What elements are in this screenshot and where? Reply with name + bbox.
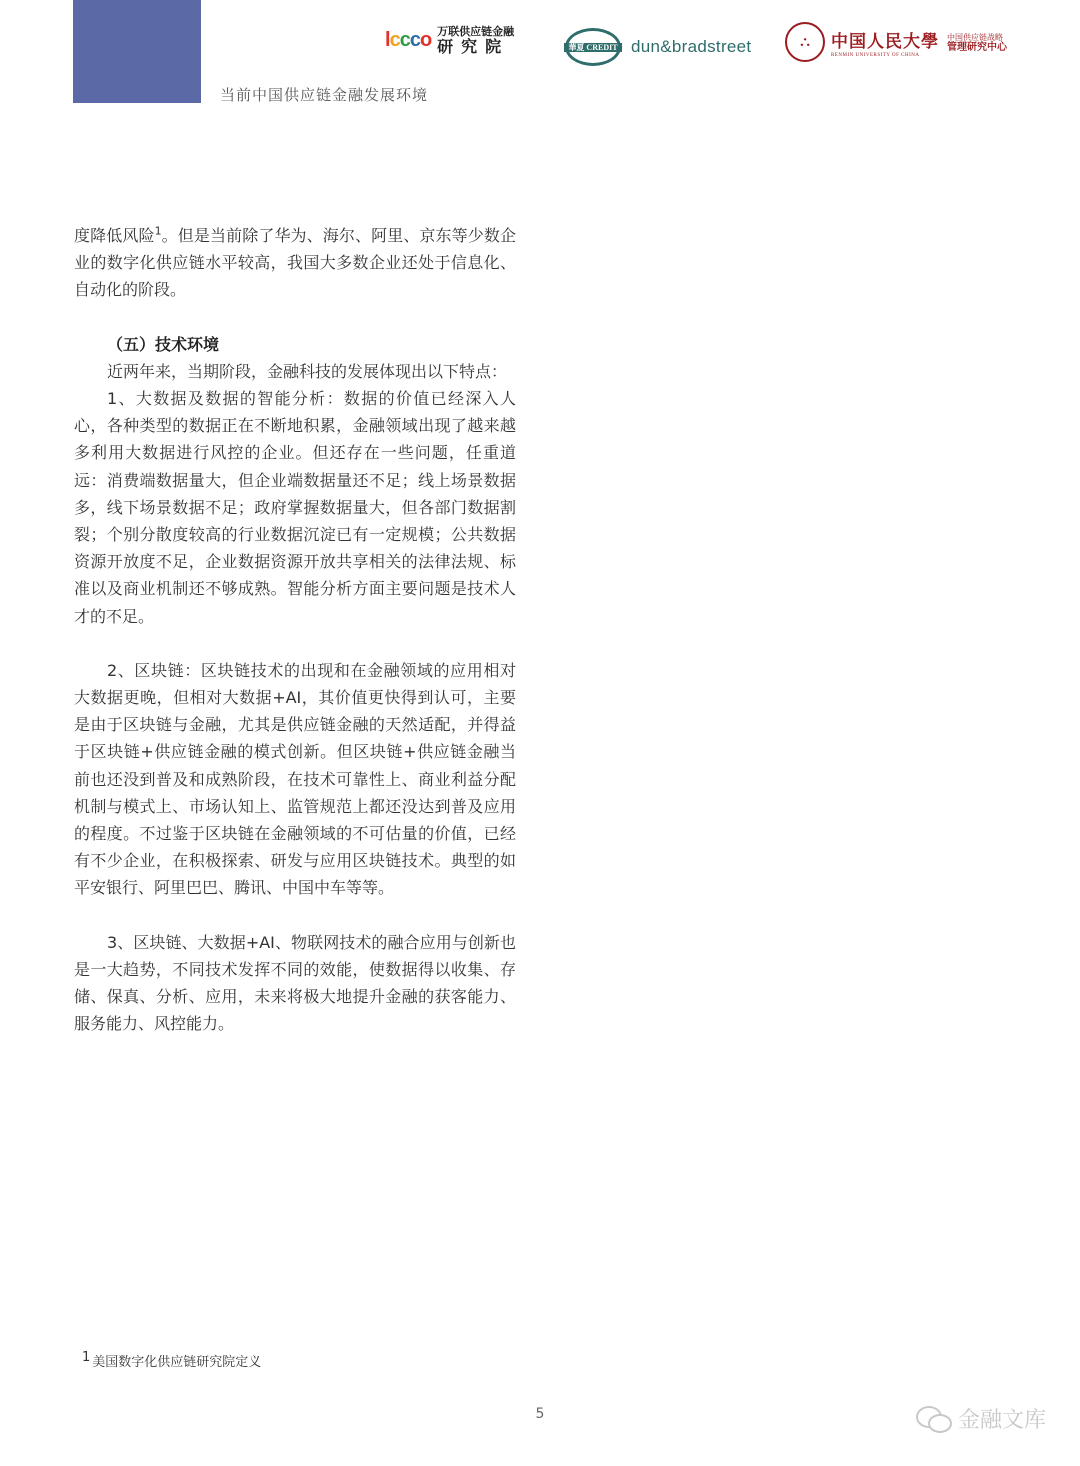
corner-color-block <box>73 0 201 103</box>
wanlian-name: 万联供应链金融 <box>437 25 515 38</box>
research-center-logo <box>947 33 1007 54</box>
globe-icon: 華夏 CREDIT <box>565 28 621 66</box>
wechat-icon <box>916 1406 952 1432</box>
section-heading: （五）技术环境 <box>107 334 220 354</box>
logo-bar <box>385 22 1025 72</box>
huaxia-dnb-logo <box>565 28 751 66</box>
renmin-english-name: RENMIN UNIVERSITY OF CHINA <box>831 52 920 58</box>
paragraph: 度降低风险$^1$。但是当前除了华为、海尔、阿里、京东等少数企业的数字化供应链水平较高，我国大多数企业还处于信息化、自动化的阶段。 <box>74 224 516 300</box>
renmin-name: 中国人民大學 <box>831 31 939 52</box>
footnote-mark: 1 <box>82 1349 91 1365</box>
body-text <box>74 222 516 1037</box>
wanlian-mark: l c c c o <box>385 29 432 51</box>
page-number: 5 <box>535 1406 545 1422</box>
footnote-text: 美国数字化供应链研究院定义 <box>92 1355 262 1370</box>
center-name-line1: 中国供应链战略 <box>947 33 1003 42</box>
paragraph: 近两年来，当期阶段，金融科技的发展体现出以下特点： <box>107 361 508 381</box>
paragraph: 1、大数据及数据的智能分析：数据的价值已经深入人心，各种类型的数据正在不断地积累，金融领域出现了越来越多利用大数据进行风控的企业。但还存在一些问题，任重道远：消费端数据量大，但企业端数据量还不足；线上场景数据多，线下场景数据不足；政府掌握数据量大，但各部门数据割裂；个别分散度较高的行业数据沉淀已有一定规模；公共数据资源开放度不足，企业数据资源开放共享相关的法律法规、标准以及商业机制还不够成熟。智能分析方面主要问题是技术人才的不足。 <box>74 389 516 626</box>
paragraph: 3、区块链、大数据+AI、物联网技术的融合应用与创新也是一大趋势，不同技术发挥不同的效能，使数据得以收集、存储、保真、分析、应用，未来将极大地提升金融的获客能力、服务能力、风控能力。 <box>74 932 516 1034</box>
center-name-line2: 管理研究中心 <box>947 42 1007 54</box>
dnb-wordmark: dun&bradstreet <box>631 37 752 56</box>
watermark <box>916 1403 1046 1434</box>
wanlian-subname: 研究院 <box>437 37 510 56</box>
footnote <box>82 1351 261 1370</box>
wanlian-logo <box>385 26 514 55</box>
university-seal-icon: ⛬ <box>785 22 825 62</box>
running-header: 当前中国供应链金融发展环境 <box>220 86 429 104</box>
watermark-text: 金融文库 <box>957 1408 1046 1433</box>
paragraph: 2、区块链：区块链技术的出现和在金融领域的应用相对大数据更晚，但相对大数据+AI，其价值更快得到认可，主要是由于区块链与金融，尤其是供应链金融的天然适配，并得益于区块链+供应链金融的模式创新。但区块链+供应链金融当前也还没到普及和成熟阶段，在技术可靠性上、商业利益分配机制与模式上、市场认知上、监管规范上都还没达到普及应用的程度。不过鉴于区块链在金融领域的不可估量的价值，已经有不少企业，在积极探索、研发与应用区块链技术。典型的如平安银行、阿里巴巴、腾讯、中国中车等等。 <box>74 660 516 898</box>
footnote-reference[interactable]: 1 <box>154 224 162 238</box>
renmin-logo <box>785 22 939 62</box>
